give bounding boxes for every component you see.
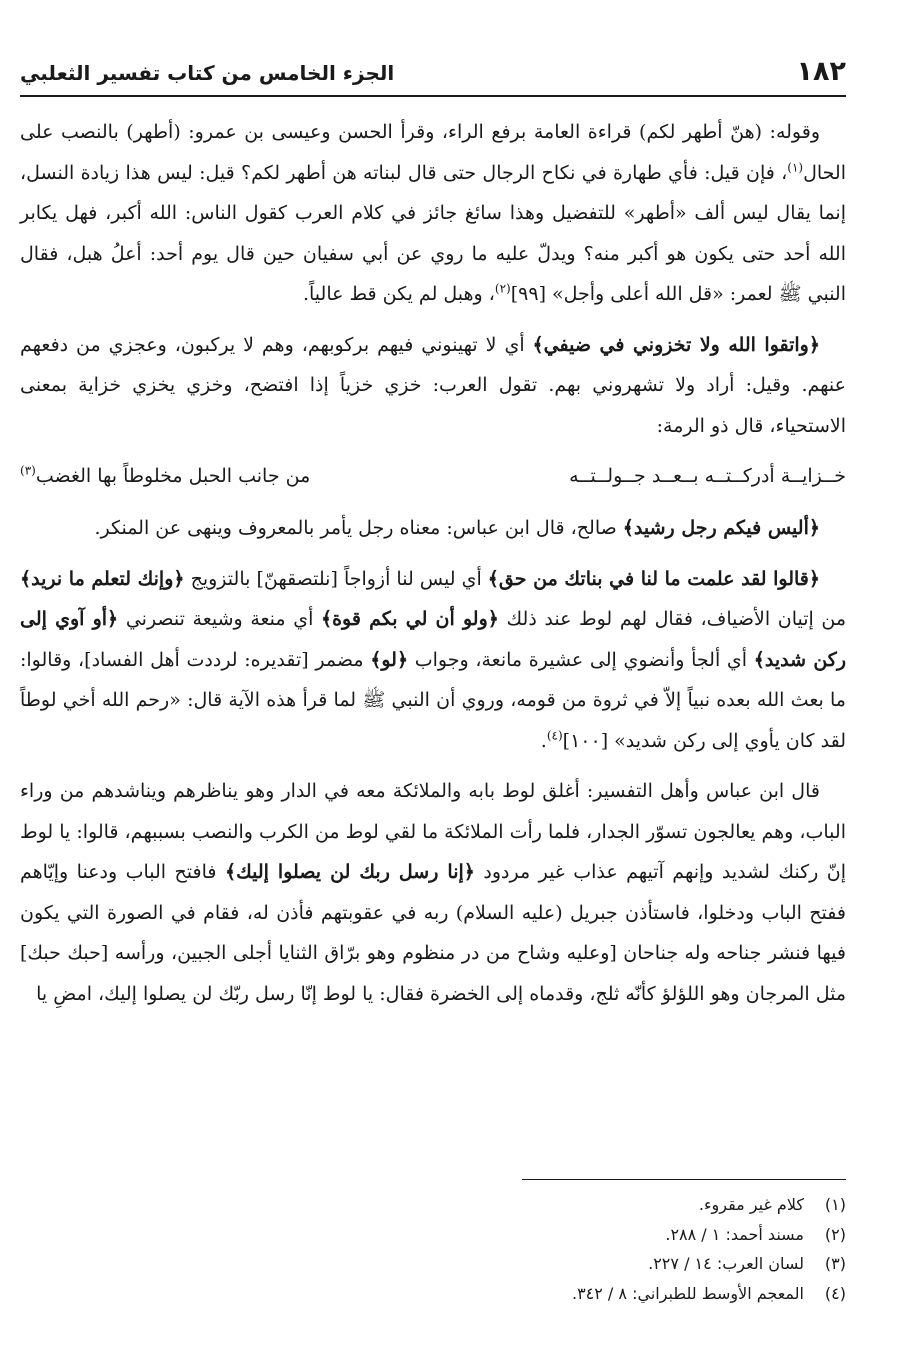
quran-quote: ﴿وإنك لتعلم ما نريد﴾ xyxy=(20,567,185,590)
quran-quote: ﴿واتقوا الله ولا تخزوني في ضيفي﴾ xyxy=(532,333,820,356)
verse-second-hemistich xyxy=(20,456,310,496)
footnote-text: لسان العرب: ١٤ / ٢٢٧. xyxy=(648,1254,804,1273)
footnote-number: (١) xyxy=(824,1195,846,1214)
quran-quote: ﴿لو﴾ xyxy=(370,648,409,671)
footnotes xyxy=(300,1190,846,1308)
verse-first-hemistich: خــزايــة أدركــتــه بــعــد جــولــتــه xyxy=(569,465,846,487)
poetry-verse xyxy=(20,456,846,496)
text-run: ، وهبل لم يكن قط عالياً. xyxy=(302,283,495,305)
quran-quote: ﴿أليس فيكم رجل رشيد﴾ xyxy=(622,517,820,539)
text-run: وقوله: (هنّ أطهر لكم) قراءة العامة برفع الراء، وقرأ الحسن وعيسى بن عمرو: (أطهر) بالنصب على الحال xyxy=(20,121,847,184)
footnote xyxy=(300,1220,846,1250)
footnote-ref-4: (٤) xyxy=(546,728,563,743)
footnote-ref-1: (١) xyxy=(787,160,804,175)
text-run: ، فإن قيل: فأي طهارة في نكاح الرجال حتى قال لبناته هن أطهر لكم؟ قيل: ليس هذا زيادة النسل، إنما يقال ليس ألف «أطهر» للتفضيل وهذا سائغ جائز في كلام العرب كقول الناس: الله أكبر، فهل يكابر الله أحد حتى يكون هو أكبر منه؟ ويدلّ عليه ما روي عن أبي سفيان حين قال يوم أحد: أعلُ هبل، فقال النبي ﷺ لعمر: «قل الله أعلى وأجل» [٩٩] xyxy=(20,161,846,305)
footnote xyxy=(300,1279,846,1309)
footnote-ref-3: (٣) xyxy=(20,463,36,478)
footnote-divider xyxy=(522,1179,846,1180)
footnote-number: (٣) xyxy=(824,1254,846,1273)
footnote-ref-2: (٢) xyxy=(494,281,511,296)
paragraph-2 xyxy=(20,325,846,447)
text-run: من إتيان الأضياف، فقال لهم لوط عند ذلك xyxy=(498,608,847,630)
text-run: قال ابن عباس وأهل التفسير: أغلق لوط بابه والملائكة معه في الدار وهو يناظرهم ويناشدهم من وراء الباب، وهم يعالجون تسوّر الجدار، فلما رأت الملائكة ما لقي لوط من الكرب والنصب بسببهم، قالوا: يا لوط إنّ ركنك لشديد وإنهم آتيهم عذاب غير مردود xyxy=(20,780,846,883)
header-divider xyxy=(20,95,846,97)
running-header xyxy=(20,54,846,96)
footnote-number: (٢) xyxy=(824,1224,846,1244)
text-run: مضمر [تقديره: لرددت أهل الفساد]، وقالوا: ما بعث الله بعده نبياً إلاّ في ثروة من قومه، وروي أن النبي ﷺ لما قرأ هذه الآية قال: «رحم الله أخي لوطاً لقد كان يأوي إلى ركن شديد» [١٠٠] xyxy=(20,648,846,752)
text-run: أي منعة وشيعة تنصرني xyxy=(118,608,321,630)
footnote-text: مسند أحمد: ١ / ٢٨٨. xyxy=(665,1224,804,1244)
footnote xyxy=(300,1249,846,1279)
paragraph-4 xyxy=(20,559,846,762)
verse-second-text: من جانب الحبل مخلوطاً بها الغضب xyxy=(35,465,311,487)
text-run: . xyxy=(540,729,547,752)
footnote-text: المعجم الأوسط للطبراني: ٨ / ٣٤٢. xyxy=(571,1283,804,1303)
footnote-text: كلام غير مقروء. xyxy=(698,1195,804,1214)
text-run: صالح، قال ابن عباس: معناه رجل يأمر بالمعروف وينهى عن المنكر. xyxy=(94,517,623,539)
text-run: أي لا تهينوني فيهم بركوبهم، وهم لا يركبون، وعجزي من دفعهم عنهم. وقيل: أراد ولا تشهروني بهم. تقول العرب: خزي خزياً إذا افتضح، وخزي يخزي خزاية بمعنى الاستحياء، قال ذو الرمة: xyxy=(20,333,846,437)
quran-quote: ﴿قالوا لقد علمت ما لنا في بناتك من حق﴾ xyxy=(487,567,820,590)
text-run: أي ليس لنا أزواجاً [نلتصقهنّ] بالتزويج xyxy=(184,567,488,590)
paragraph-3 xyxy=(20,508,846,549)
page-number: ١٨٢ xyxy=(796,56,846,87)
paragraph-1 xyxy=(20,112,846,315)
quran-quote: ﴿ولو أن لي بكم قوة﴾ xyxy=(320,608,499,630)
paragraph-5 xyxy=(20,771,846,1014)
quran-quote: ﴿إنا رسل ربك لن يصلوا إليك﴾ xyxy=(224,861,475,883)
main-text xyxy=(20,112,846,1024)
footnote xyxy=(300,1190,846,1220)
text-run: فافتح الباب ودعنا وإيّاهم ففتح الباب ودخلوا، فاستأذن جبريل (عليه السلام) ربه في عقوبتهم فأذن له، فقام في الصورة التي يكون فيها فنشر جناحه وله جناحان [وعليه وشاح من در منظوم وهو برّاق الثنايا أجلى الجبين، ورأسه [حبك حبك] مثل المرجان وهو اللؤلؤ كأنّه ثلج، وقدماه إلى الخضرة فقال: يا لوط إنّا رسل ربّك لن يصلوا إليك، امضِ يا xyxy=(20,861,846,1005)
footnote-number: (٤) xyxy=(824,1283,846,1303)
text-run: أي ألجأ وأنضوي إلى عشيرة مانعة، وجواب xyxy=(408,648,754,671)
quran-quote: ﴿أو آوي إلى ركن شديد﴾ xyxy=(20,608,847,671)
book-title: الجزء الخامس من كتاب تفسير الثعلبي xyxy=(20,61,395,85)
